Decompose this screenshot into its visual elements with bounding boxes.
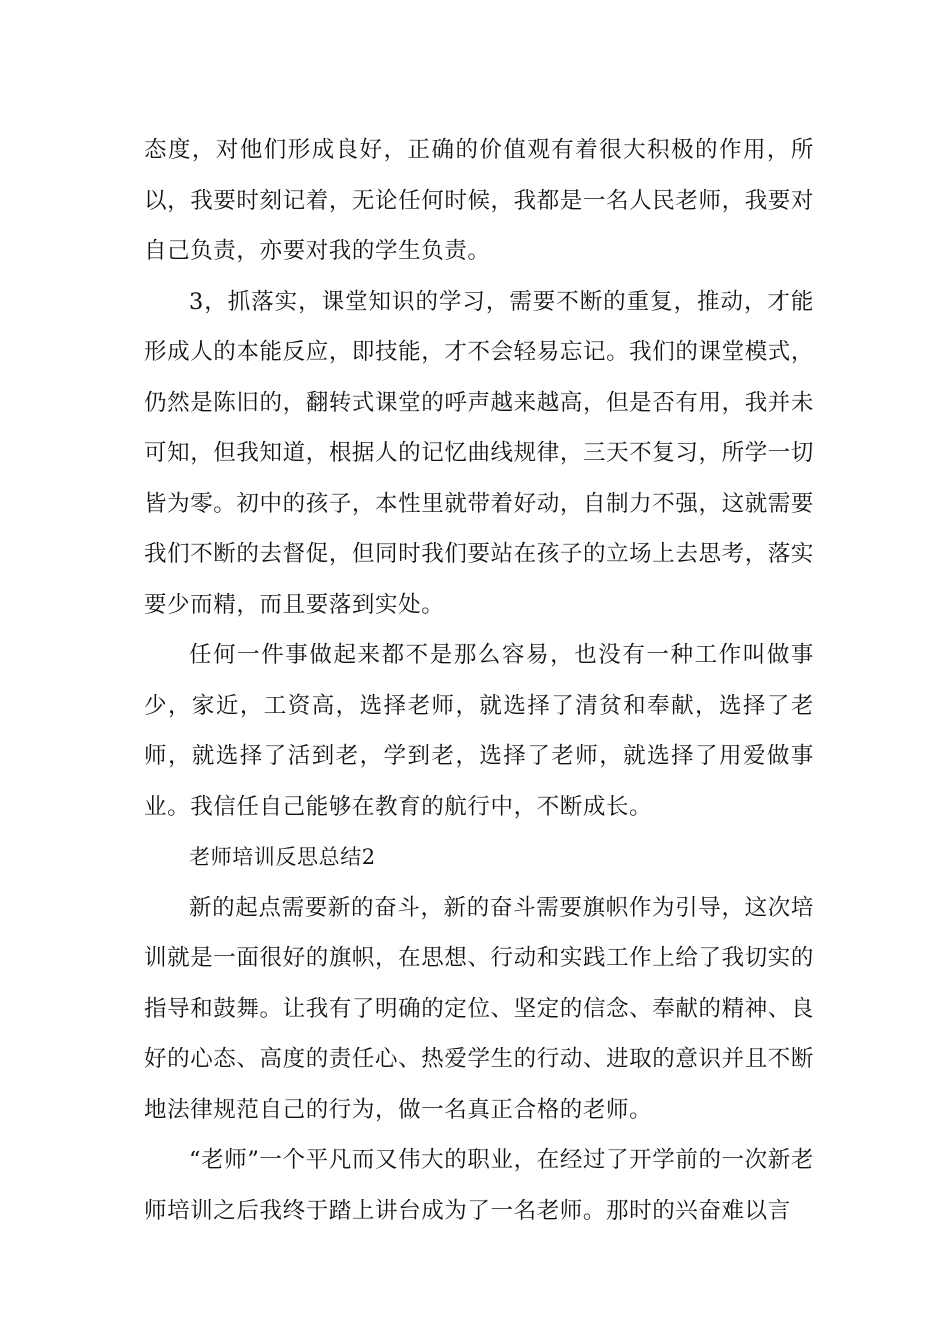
paragraph-implementation: 3，抓落实，课堂知识的学习，需要不断的重复，推动，才能形成人的本能反应，即技能，才不会轻易忘记。我们的课堂模式，仍然是陈旧的，翻转式课堂的呼声越来越高，但是否有用，我并未可知，但我知道，根据人的记忆曲线规律，三天不复习，所学一切皆为零。初中的孩子，本性里就带着好动，自制力不强，这就需要我们不断的去督促，但同时我们要站在孩子的立场上去思考，落实要少而精，而且要落到实处。 [144,288,814,618]
paragraph-teacher-profession: “老师”一个平凡而又伟大的职业，在经过了开学前的一次新老师培训之后我终于踏上讲台成为了一名老师。那时的兴奋难以言 [144,1147,814,1224]
paragraph-teacher-choice: 任何一件事做起来都不是那么容易，也没有一种工作叫做事少，家近，工资高，选择老师，就选择了清贫和奉献，选择了老师，就选择了活到老，学到老，选择了老师，就选择了用爱做事业。我信任自己能够在教育的航行中，不断成长。 [144,642,814,820]
section-heading: 老师培训反思总结2 [189,845,376,869]
paragraph-attitude: 态度，对他们形成良好，正确的价值观有着很大积极的作用，所以，我要时刻记着，无论任何时候，我都是一名人民老师，我要对自己负责，亦要对我的学生负责。 [144,137,814,264]
paragraph-training: 新的起点需要新的奋斗，新的奋斗需要旗帜作为引导，这次培训就是一面很好的旗帜，在思想、行动和实践工作上给了我切实的指导和鼓舞。让我有了明确的定位、坚定的信念、奉献的精神、良好的心态、高度的责任心、热爱学生的行动、进取的意识并且不断地法律规范自己的行为，做一名真正合格的老师。 [144,894,814,1123]
document-body [144,125,814,1236]
